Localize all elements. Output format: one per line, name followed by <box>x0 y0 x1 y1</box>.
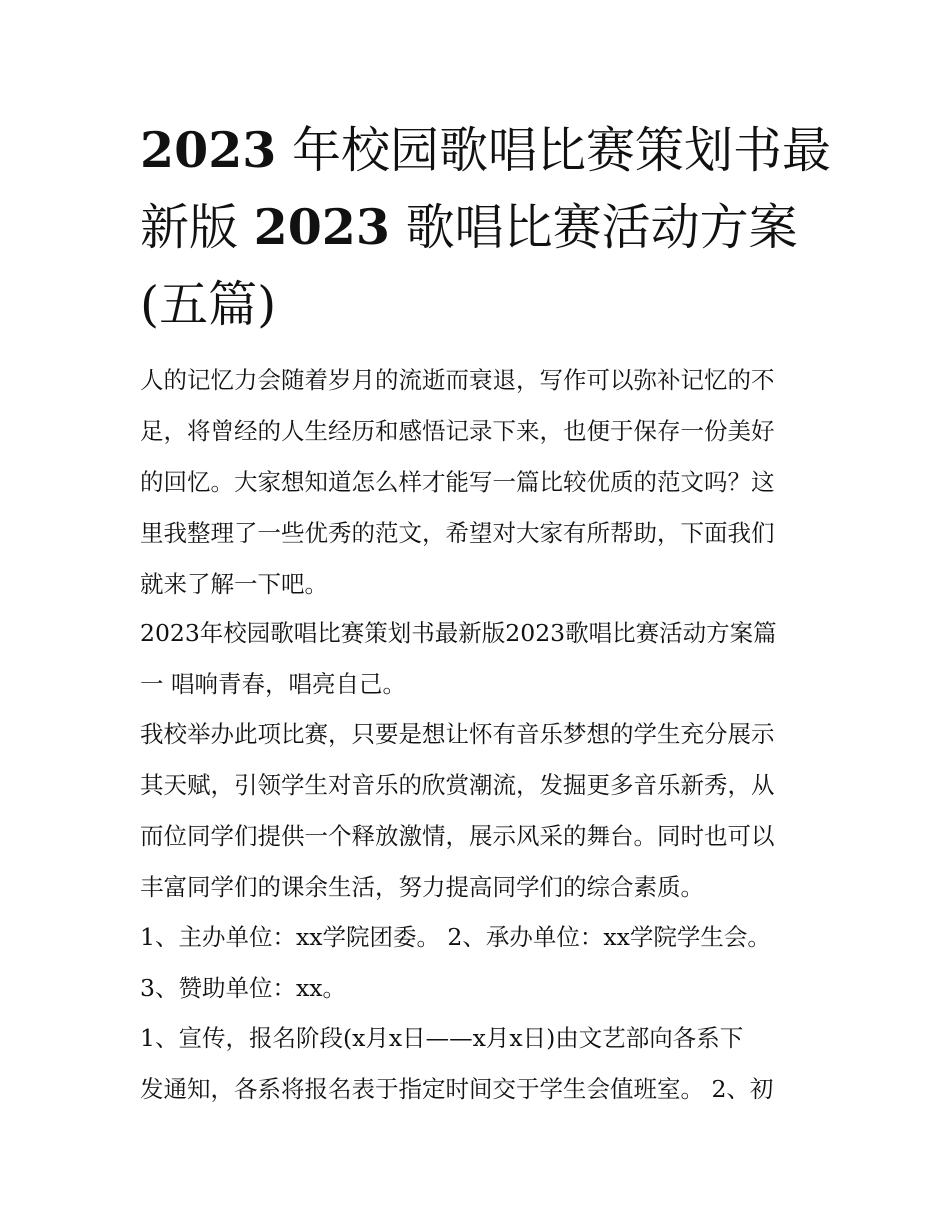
title-line-3 <box>140 266 820 343</box>
process-line: 1、宣传，报名阶段(x月x日——x月x日)由文艺部向各系下 <box>140 1024 744 1052</box>
purpose-line: 而位同学们提供一个释放激情，展示风采的舞台。同时也可以 <box>140 822 775 850</box>
organizer-paragraph <box>140 912 812 1014</box>
title-line-1 <box>140 112 831 189</box>
section-heading-line: 一 唱响青春，唱亮自己。 <box>140 670 406 698</box>
purpose-line: 其天赋，引领学生对音乐的欣赏潮流，发掘更多音乐新秀，从 <box>140 771 775 799</box>
intro-line: 就来了解一下吧。 <box>140 570 328 598</box>
purpose-line: 我校举办此项比赛，只要是想让怀有音乐梦想的学生充分展示 <box>140 720 775 748</box>
section-heading <box>140 608 812 710</box>
organizer-line: 3、赞助单位：xx。 <box>140 974 346 1002</box>
purpose-paragraph <box>140 709 812 913</box>
intro-line: 里我整理了一些优秀的范文，希望对大家有所帮助，下面我们 <box>140 519 775 547</box>
intro-line: 的回忆。大家想知道怎么样才能写一篇比较优质的范文吗？这 <box>140 468 775 496</box>
process-paragraph <box>140 1013 812 1115</box>
process-line: 发通知，各系将报名表于指定时间交于学生会值班室。 2、初 <box>140 1075 774 1103</box>
purpose-line: 丰富同学们的课余生活，努力提高同学们的综合素质。 <box>140 873 704 901</box>
intro-paragraph <box>140 355 812 610</box>
section-heading-line: 2023年校园歌唱比赛策划书最新版2023歌唱比赛活动方案篇 <box>140 619 777 647</box>
title-year-2: 2023 <box>253 198 390 256</box>
organizer-line: 1、主办单位：xx学院团委。 2、承办单位：xx学院学生会。 <box>140 923 771 951</box>
document-title <box>140 112 831 343</box>
title-year-1: 2023 <box>140 121 277 179</box>
title-line-2 <box>140 189 820 266</box>
title-text-3: 歌唱比赛活动方案 <box>405 199 798 256</box>
title-text-1: 年校园歌唱比赛策划书最 <box>291 122 831 179</box>
intro-line: 足，将曾经的人生经历和感悟记录下来，也便于保存一份美好 <box>140 417 775 445</box>
intro-line: 人的记忆力会随着岁月的流逝而衰退，写作可以弥补记忆的不 <box>140 366 775 394</box>
title-text-4: (五篇) <box>140 276 277 333</box>
title-text-2: 新版 <box>140 199 239 256</box>
